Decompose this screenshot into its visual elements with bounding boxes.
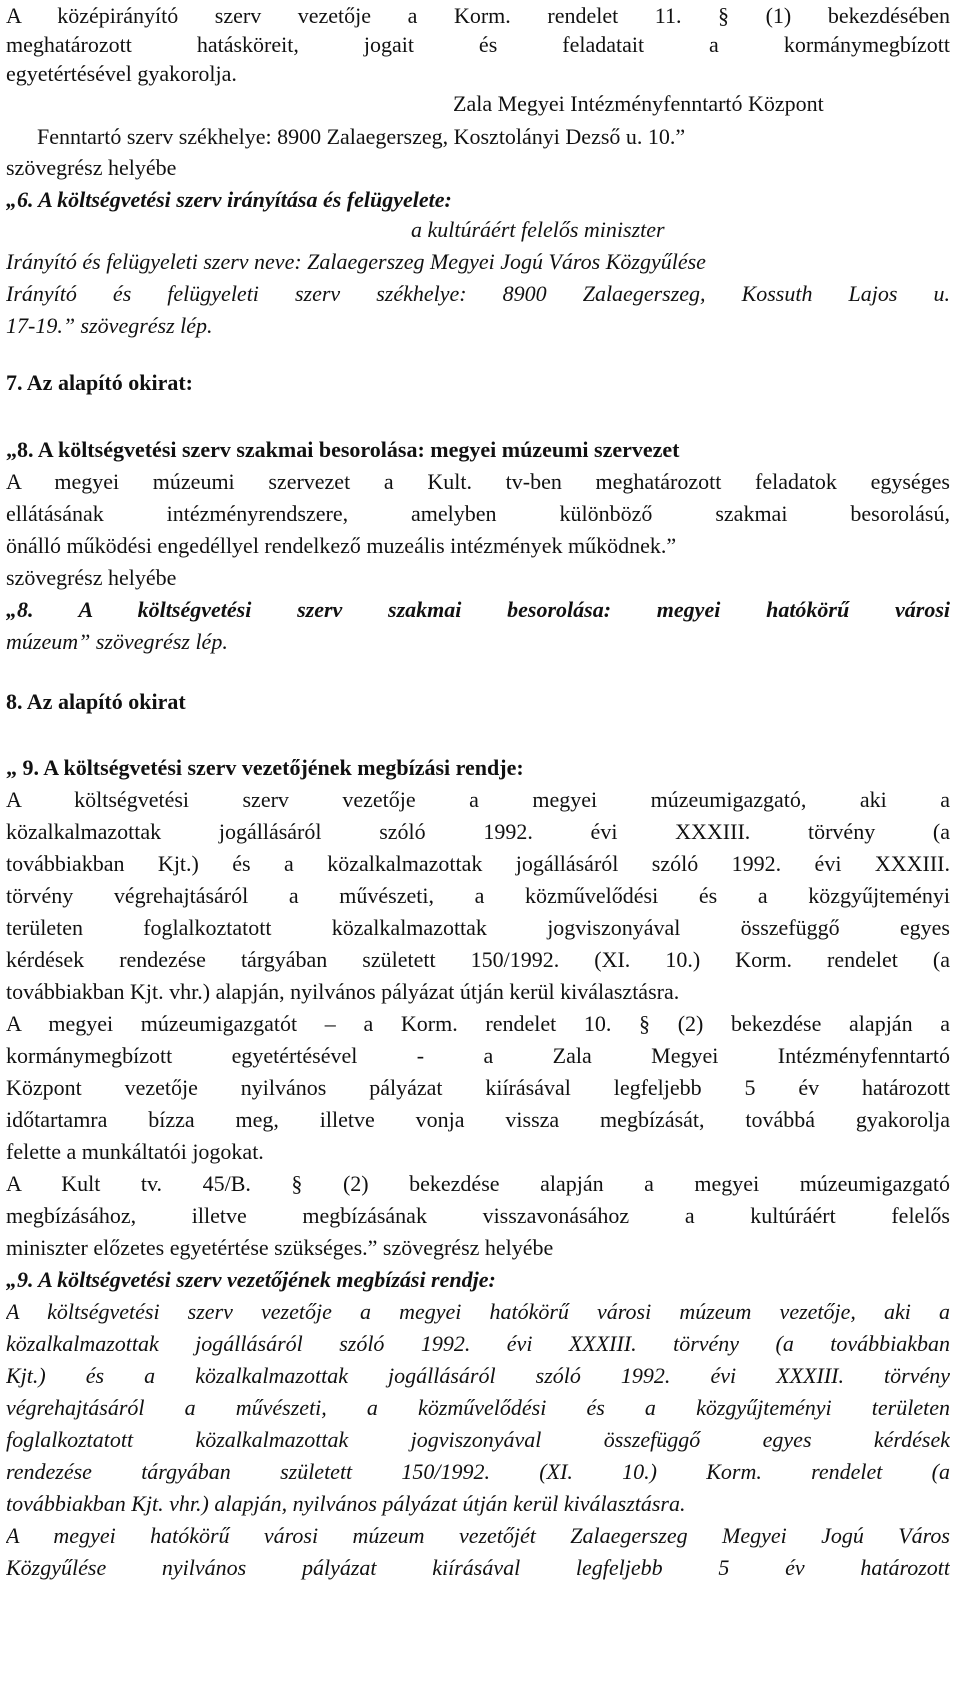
section-heading: 8. Az alapító okirat (6, 689, 186, 714)
text-line: A megyei múzeumi szervezet a Kult. tv-ben meghatározott feladatok egységes (6, 469, 950, 494)
text-line: kérdések rendezése tárgyában született 150/1992. (XI. 10.) Korm. rendelet (a (6, 947, 950, 972)
text-line: továbbiakban Kjt. vhr.) alapján, nyilvános pályázat útján kerül kiválasztásra. (6, 1491, 686, 1516)
section-heading: 7. Az alapító okirat: (6, 370, 193, 395)
text-line: Irányító és felügyeleti szerv neve: Zalaegerszeg Megyei Jogú Város Közgyűlése (6, 249, 706, 274)
text-line: A költségvetési szerv vezetője a megyei hatókörű városi múzeum vezetője, aki a (6, 1299, 950, 1324)
text-line: továbbiakban Kjt.) és a közalkalmazottak jogállásáról szóló 1992. évi XXXIII. (6, 851, 950, 876)
text-line: Közgyűlése nyilvános pályázat kiírásával legfeljebb 5 év határozott (6, 1555, 950, 1580)
text-line: felette a munkáltatói jogokat. (6, 1139, 264, 1164)
replacement-note: szövegrész helyébe (6, 565, 177, 590)
text-line: rendezése tárgyában született 150/1992. (XI. 10.) Korm. rendelet (a (6, 1459, 950, 1484)
text-line: 17-19.” szövegrész lép. (6, 313, 213, 338)
text-line: múzeum” szövegrész lép. (6, 629, 228, 654)
text-line: meghatározott hatásköreit, jogait és feladatait a kormánymegbízott (6, 32, 950, 57)
text-line: önálló működési engedéllyel rendelkező muzeális intézmények működnek.” (6, 533, 677, 558)
fenntarto-name-line (6, 88, 950, 120)
sector-director-line (6, 214, 950, 246)
text-line: foglalkoztatott közalkalmazottak jogviszonyával összefüggő egyes kérdések (6, 1427, 950, 1452)
field-value: a kultúráért felelős miniszter (411, 217, 665, 242)
text-line (6, 594, 950, 626)
text-line: közalkalmazottak jogállásáról szóló 1992. évi XXXIII. törvény (a (6, 819, 950, 844)
field-value: Zala Megyei Intézményfenntartó Központ (453, 91, 824, 116)
section-heading: „8. A költségvetési szerv szakmai besorolása: megyei hatókörű városi (6, 597, 950, 622)
text-line: Központ vezetője nyilvános pályázat kiírásával legfeljebb 5 év határozott (6, 1075, 950, 1100)
text-line: ellátásának intézményrendszere, amelyben különböző szakmai besorolású, (6, 501, 950, 526)
section-heading: „9. A költségvetési szerv vezetőjének megbízási rendje: (6, 1267, 496, 1292)
text-line: kormánymegbízott egyetértésével - a Zala Megyei Intézményfenntartó (6, 1043, 950, 1068)
section-heading: „8. A költségvetési szerv szakmai besorolása: megyei múzeumi szervezet (6, 437, 680, 462)
replacement-note: szövegrész helyébe (6, 155, 177, 180)
text-line: továbbiakban Kjt. vhr.) alapján, nyilvános pályázat útján kerül kiválasztásra. (6, 979, 680, 1004)
text-line: időtartamra bízza meg, illetve vonja vissza megbízását, továbbá gyakorolja (6, 1107, 950, 1132)
text-line: A középirányító szerv vezetője a Korm. rendelet 11. § (1) bekezdésében (6, 3, 950, 28)
text-line: Irányító és felügyeleti szerv székhelye: 8900 Zalaegerszeg, Kossuth Lajos u. (6, 281, 950, 306)
text-line: végrehajtásáról a művészeti, a közművelődési és a közgyűjteményi területen (6, 1395, 950, 1420)
text-line: A megyei hatókörű városi múzeum vezetőjét Zalaegerszeg Megyei Jogú Város (6, 1523, 950, 1548)
text-line: közalkalmazottak jogállásáról szóló 1992. évi XXXIII. törvény (a továbbiakban (6, 1331, 950, 1356)
text-line: miniszter előzetes egyetértése szükséges.” szövegrész helyébe (6, 1235, 554, 1260)
text-line: A költségvetési szerv vezetője a megyei múzeumigazgató, aki a (6, 787, 950, 812)
text-line: törvény végrehajtásáról a művészeti, a közművelődési és a közgyűjteményi (6, 883, 950, 908)
text-line: A Kult tv. 45/B. § (2) bekezdése alapján a megyei múzeumigazgató (6, 1171, 950, 1196)
text-line: A megyei múzeumigazgatót – a Korm. rendelet 10. § (2) bekezdése alapján a (6, 1011, 950, 1036)
text-line: egyetértésével gyakorolja. (6, 61, 237, 86)
fenntarto-seat-line: Fenntartó szerv székhelye: 8900 Zalaegerszeg, Kosztolányi Dezső u. 10.” (37, 124, 686, 149)
text-line: területen foglalkoztatott közalkalmazottak jogviszonyával összefüggő egyes (6, 915, 950, 940)
section-heading: „ 9. A költségvetési szerv vezetőjének megbízási rendje: (6, 755, 524, 780)
text-line: Kjt.) és a közalkalmazottak jogállásáról szóló 1992. évi XXXIII. törvény (6, 1363, 950, 1388)
text-line: megbízásához, illetve megbízásának visszavonásához a kultúráért felelős (6, 1203, 950, 1228)
section-heading: „6. A költségvetési szerv irányítása és felügyelete: (6, 187, 452, 212)
